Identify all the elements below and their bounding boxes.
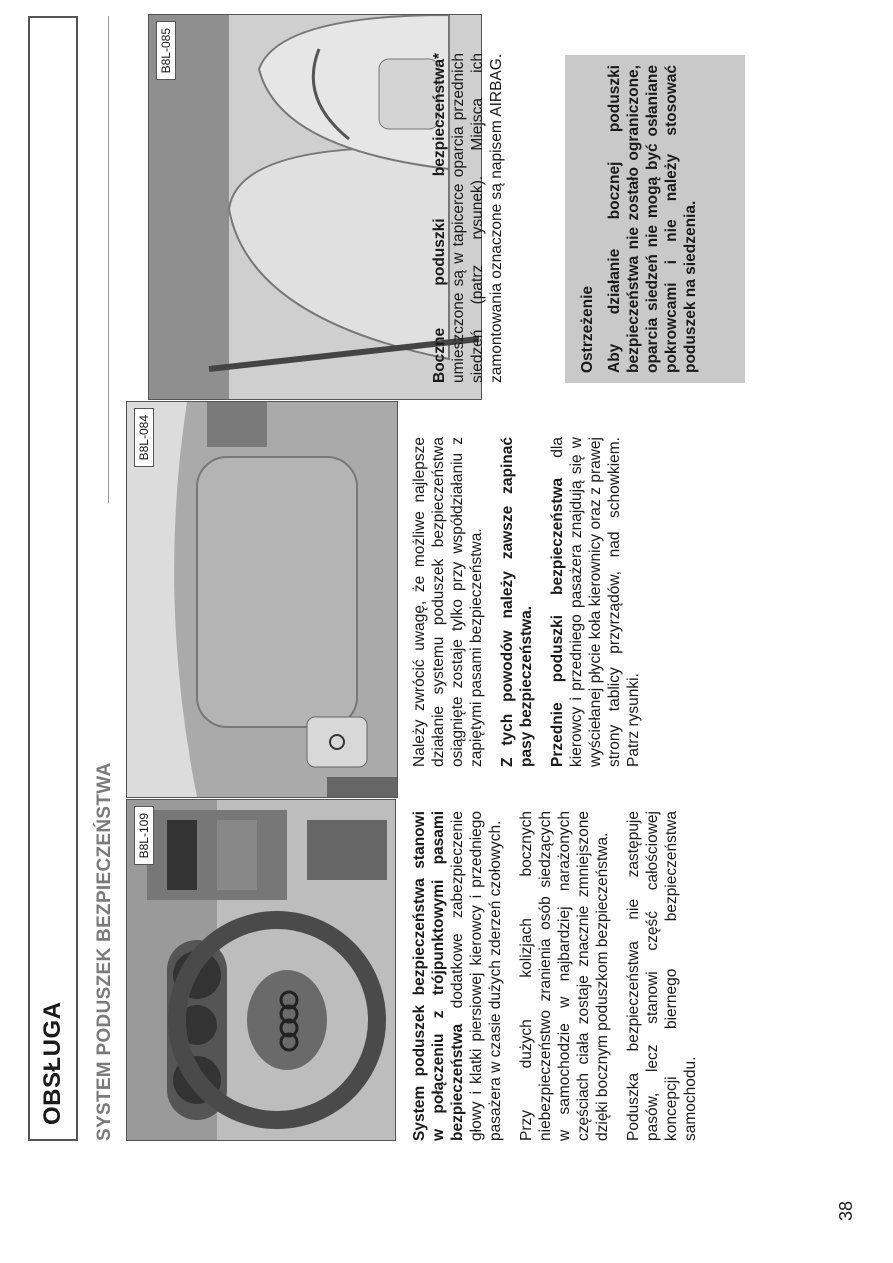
paragraph-text: dla kierowcy i przedniego pasażera znajdują się w wyściełanej płycie koła kierownicy oraz z prawej strony tablicy przyrządów, nad schowkiem. Patrz rysunki. <box>549 437 642 767</box>
steering-wheel-illustration <box>127 800 395 1140</box>
warning-body: Aby działanie bocznej poduszki bezpieczeństwa nie zostało ograniczone, oparcia siedzeń nie mogą być osłaniane pokrowcami i nie należy stosować poduszek na siedzenia. <box>606 65 699 373</box>
page-number: 38 <box>836 1200 856 1221</box>
figure-steering-wheel <box>126 799 396 1141</box>
paragraph: Przy dużych kolizjach bocznych niebezpieczeństwo zranienia osób siedzących w samochodzie w najbardziej narażonych częściach ciała zostaje znacznie zmniejszone dzięki bocznym poduszkom bezpieczeństwa. <box>518 811 611 1141</box>
bold-lead: Przednie poduszki bezpieczeństwa <box>549 477 566 767</box>
section-title: SYSTEM PODUSZEK BEZPIECZEŃSTWA <box>94 762 115 1141</box>
bold-heading: Z tych powodów należy zawsze zapinać pasy bezpieczeństwa. <box>499 437 535 767</box>
paragraph-text: umieszczone są w tapicerce oparcia przednich siedzeń (patrz rysunek). Miejsca ich zamontowania oznaczone są napisem AIRBAG. <box>450 53 505 383</box>
paragraph <box>548 437 643 767</box>
paragraph <box>498 437 536 767</box>
header-box <box>28 16 78 1141</box>
paragraph: Poduszka bezpieczeństwa nie zastępuje pasów, lecz stanowi część całościowej koncepcji biernego bezpieczeństwa samochodu. <box>625 811 699 1141</box>
figure-code: B8L-085 <box>156 21 176 80</box>
text-column-3 <box>430 53 518 383</box>
bold-lead: Boczne poduszki bezpieczeństwa* <box>431 53 448 383</box>
figure-code: B8L-084 <box>134 408 154 467</box>
warning-box <box>565 55 745 383</box>
bold-lead: System poduszek bezpieczeństwa stanowi w połączeniu z trójpunktowymi pasami bezpieczeństwa <box>411 811 466 1141</box>
dashboard-illustration <box>127 402 397 797</box>
text-column-2 <box>410 437 655 767</box>
section-rule <box>108 16 109 503</box>
paragraph-text: dodatkowe zabezpieczenie głowy i klatki piersiowej kierowcy i przedniego pasażera w czasie dużych zderzeń czołowych. <box>449 811 504 1141</box>
warning-title: Ostrzeżenie <box>579 285 596 373</box>
paragraph <box>410 811 505 1141</box>
paragraph <box>430 53 506 383</box>
figure-passenger-airbag <box>126 401 398 798</box>
figure-code: B8L-109 <box>134 806 154 865</box>
text-column-1 <box>410 811 712 1141</box>
page-header-title: OBSŁUGA <box>39 1001 66 1125</box>
paragraph: Należy zwrócić uwagę, że możliwe najlepsze działanie systemu poduszek bezpieczeństwa osiągnięte zostaje tylko przy współdziałaniu z zapiętymi pasami bezpieczeństwa. <box>411 437 485 767</box>
